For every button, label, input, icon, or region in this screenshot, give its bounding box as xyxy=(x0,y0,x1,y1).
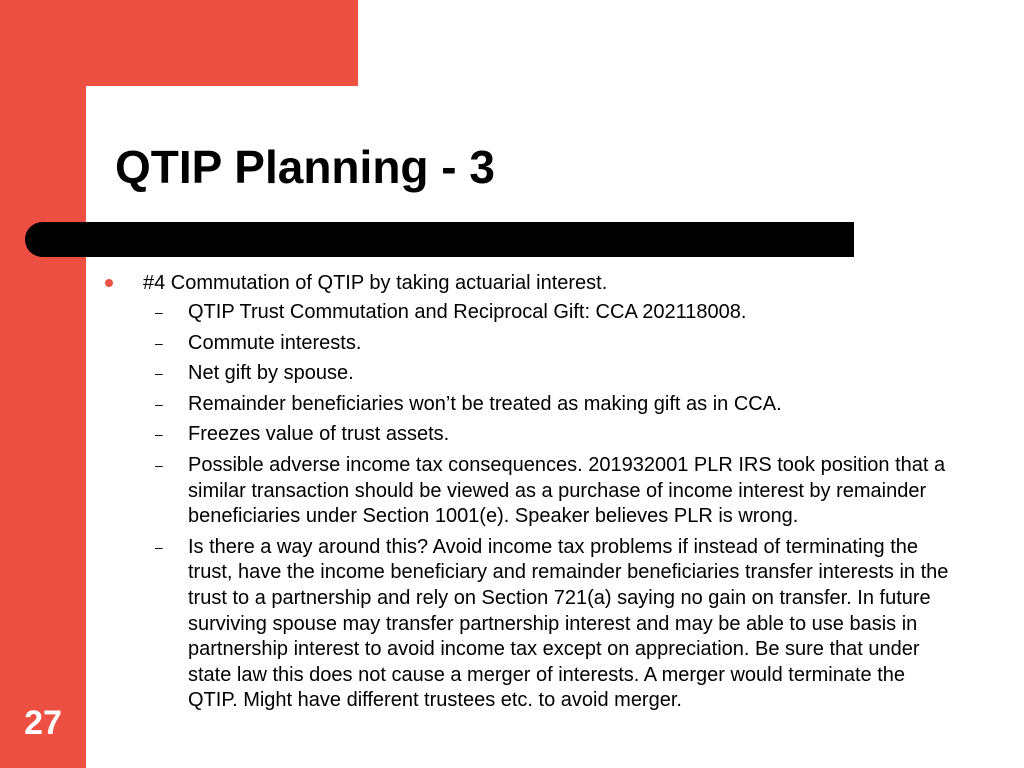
sub-bullet-text: QTIP Trust Commutation and Reciprocal Gift: CCA 202118008. xyxy=(188,301,747,323)
bullet-text: #4 Commutation of QTIP by taking actuarial interest. xyxy=(143,272,608,294)
sub-bullet-list xyxy=(100,300,950,714)
dash-icon: – xyxy=(155,456,163,473)
dash-icon: – xyxy=(155,395,163,412)
dash-icon: – xyxy=(155,365,163,382)
dash-icon: – xyxy=(155,304,163,320)
sub-bullet-text: Remainder beneficiaries won’t be treated as making gift as in CCA. xyxy=(188,392,782,415)
sub-bullet-item xyxy=(100,361,950,387)
sub-bullet-text: Possible adverse income tax consequences. 201932001 PLR IRS took position that a similar transaction should be viewed as a purchase of income interest by remainder beneficiaries under Section 1001(e). Speaker believes PLR is wrong. xyxy=(188,453,946,528)
sub-bullet-text: Net gift by spouse. xyxy=(188,362,354,385)
sub-bullet-item xyxy=(100,392,950,418)
sub-bullet-item xyxy=(100,453,950,530)
sub-bullet-item xyxy=(100,331,950,357)
sub-bullet-text: Commute interests. xyxy=(188,331,362,354)
sub-bullet-item xyxy=(100,535,950,714)
sub-bullet-item xyxy=(100,422,950,448)
dash-icon: – xyxy=(155,538,163,555)
bullet-dot-icon xyxy=(105,279,113,287)
slide-title: QTIP Planning - 3 xyxy=(115,141,495,193)
dash-icon: – xyxy=(155,334,163,351)
title-underline-bar xyxy=(25,222,854,257)
sub-bullet-text: Freezes value of trust assets. xyxy=(188,423,450,446)
accent-left-band xyxy=(0,0,86,768)
page-number: 27 xyxy=(24,704,62,742)
slide-body xyxy=(100,270,950,719)
dash-icon: – xyxy=(155,426,163,443)
sub-bullet-text: Is there a way around this? Avoid income tax problems if instead of terminating the trust, have the income beneficiary and remainder beneficiaries transfer interests in the trust to a partnership and rely on Section 721(a) saying no gain on transfer. In future surviving spouse may transfer partnership interest and may be able to use basis in partnership interest to avoid income tax except on appreciation. Be sure that under state law this does not cause a merger of interests. A merger would terminate the QTIP. Might have different trustees etc. to avoid merger. xyxy=(188,535,949,712)
bullet-item xyxy=(100,270,950,296)
accent-corner-curve xyxy=(86,86,126,126)
sub-bullet-item xyxy=(100,300,950,326)
